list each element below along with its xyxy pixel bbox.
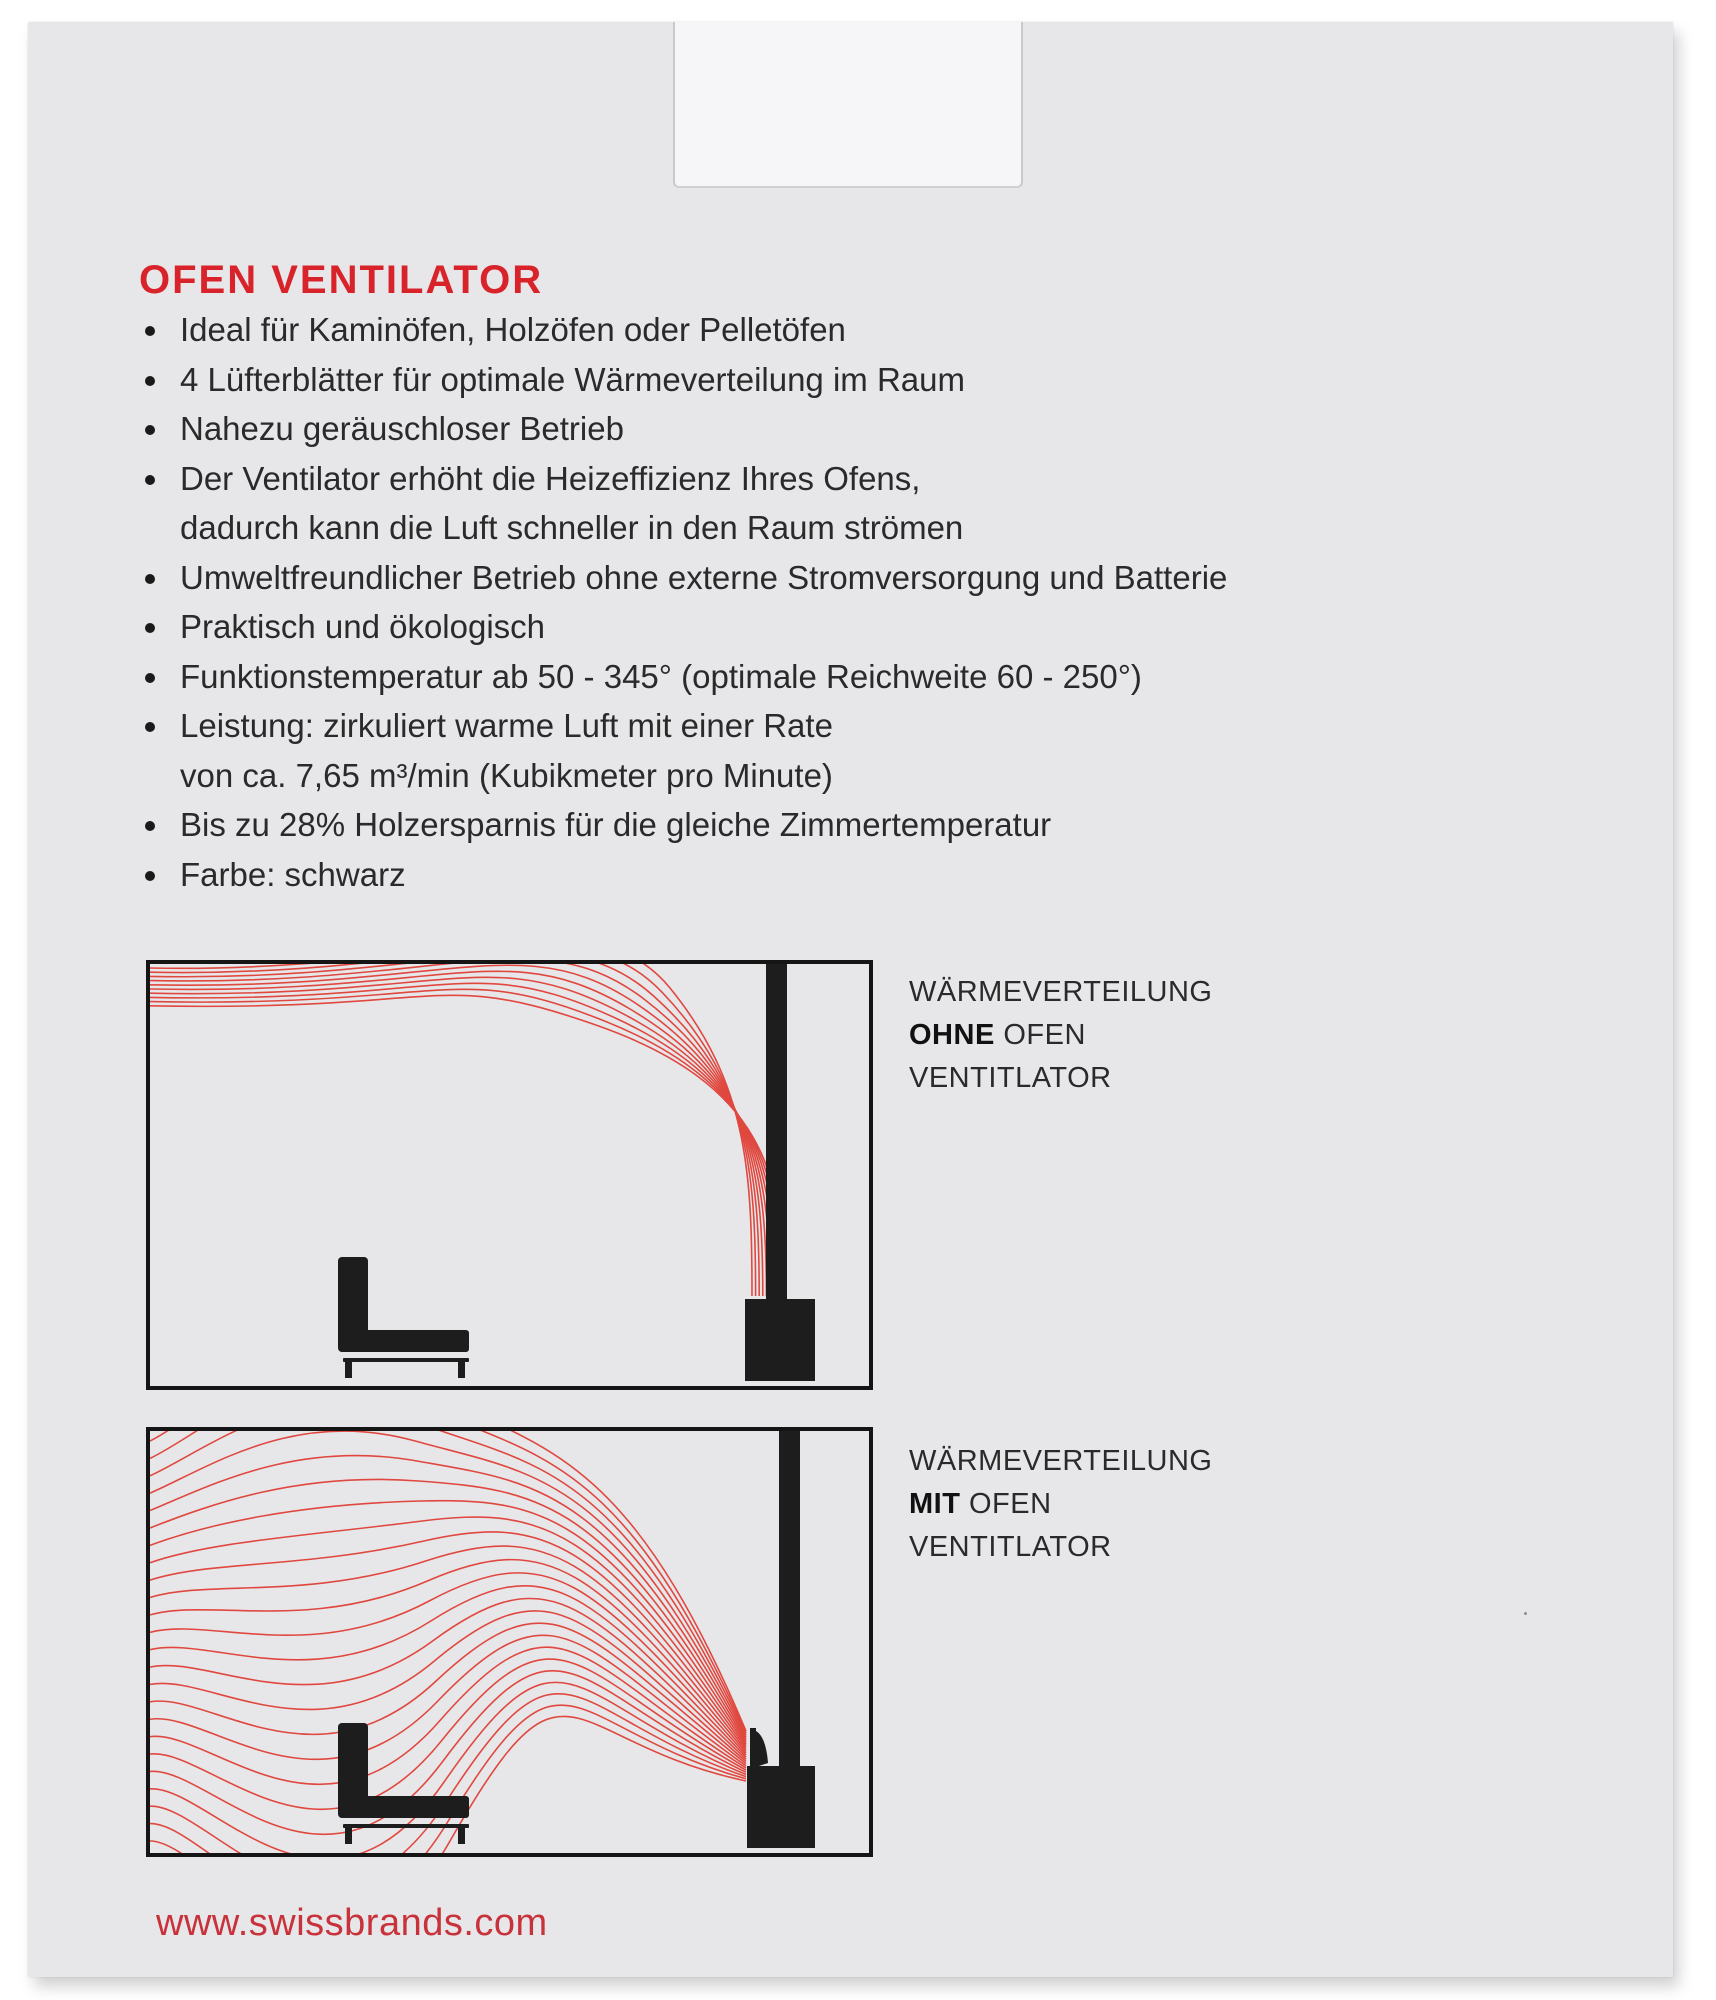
feature-item (143, 850, 1473, 900)
product-box-back (28, 22, 1673, 1977)
feature-item (143, 454, 1473, 553)
airflow-line (150, 1623, 746, 1763)
airflow-line (150, 964, 759, 1296)
website-url: www.swissbrands.com (156, 1902, 548, 1944)
feature-text: 4 Lüfterblätter für optimale Wärmeverteilung im Raum (180, 360, 965, 398)
caption-line (909, 1483, 1212, 1526)
feature-item (143, 305, 1473, 355)
room-illustration-with-fan (150, 1431, 869, 1853)
chair-icon (338, 1723, 469, 1844)
airflow-line (150, 1647, 746, 1784)
feature-text: Ideal für Kaminöfen, Holzöfen oder Pelletöfen (180, 311, 846, 348)
airflow-line (150, 964, 763, 1296)
feature-text-continuation: von ca. 7,65 m³/min (Kubikmeter pro Minute) (180, 756, 833, 794)
feature-text: Umweltfreundlicher Betrieb ohne externe Stromversorgung und Batterie (180, 558, 1228, 596)
hanging-tab (673, 22, 1023, 188)
caption-line: VENTITLATOR (909, 1531, 1112, 1563)
caption-text: OFEN (969, 1488, 1052, 1520)
caption-text: OFEN (1003, 1019, 1086, 1051)
feature-text-continuation: dadurch kann die Luft schneller in den Raum strömen (180, 509, 964, 546)
feature-text: Der Ventilator erhöht die Heizeffizienz Ihres Ofens, (180, 459, 921, 497)
airflow-line (150, 964, 756, 1296)
feature-text: Nahezu geräuschloser Betrieb (180, 410, 624, 447)
feature-text: Funktionstemperatur ab 50 - 345° (optimale Reichweite 60 - 250°) (180, 657, 1142, 695)
feature-item (143, 800, 1473, 850)
caption-line: VENTITLATOR (909, 1062, 1112, 1094)
caption-without-fan (909, 971, 1212, 1100)
product-title: OFEN VENTILATOR (139, 258, 544, 302)
airflow-lines (150, 964, 784, 1296)
caption-emphasis: OHNE (909, 1019, 995, 1051)
feature-text: Leistung: zirkuliert warme Luft mit einer Rate (180, 707, 833, 744)
airflow-line (150, 1431, 746, 1733)
diagram-without-fan (146, 960, 873, 1390)
airflow-line (150, 983, 777, 1296)
diagram-with-fan (146, 1427, 873, 1857)
feature-item (143, 602, 1473, 652)
airflow-line (150, 1431, 746, 1731)
feature-item (143, 355, 1473, 405)
room-illustration-without-fan (150, 964, 869, 1386)
feature-list (143, 305, 1473, 899)
feature-item (143, 652, 1473, 702)
caption-line: WÄRMEVERTEILUNG (909, 1445, 1213, 1477)
airflow-line (150, 977, 774, 1296)
feature-text: Praktisch und ökologisch (180, 608, 546, 645)
stove-icon (747, 1431, 815, 1848)
fan-icon (750, 1728, 768, 1768)
feature-item (143, 553, 1473, 603)
caption-with-fan (909, 1440, 1212, 1569)
caption-line (909, 1014, 1212, 1057)
caption-emphasis: MIT (909, 1488, 961, 1520)
feature-text: Farbe: schwarz (180, 855, 406, 893)
airflow-lines (150, 1431, 746, 1853)
feature-item (143, 701, 1473, 800)
stove-icon (745, 964, 815, 1381)
feature-item (143, 404, 1473, 454)
airflow-line (150, 1694, 746, 1853)
chair-icon (338, 1257, 469, 1378)
print-speck (1524, 1612, 1527, 1615)
airflow-line (150, 1586, 746, 1757)
airflow-line (150, 989, 781, 1296)
caption-line: WÄRMEVERTEILUNG (909, 976, 1213, 1008)
feature-text: Bis zu 28% Holzersparnis für die gleiche Zimmertemperatur (180, 806, 1052, 843)
